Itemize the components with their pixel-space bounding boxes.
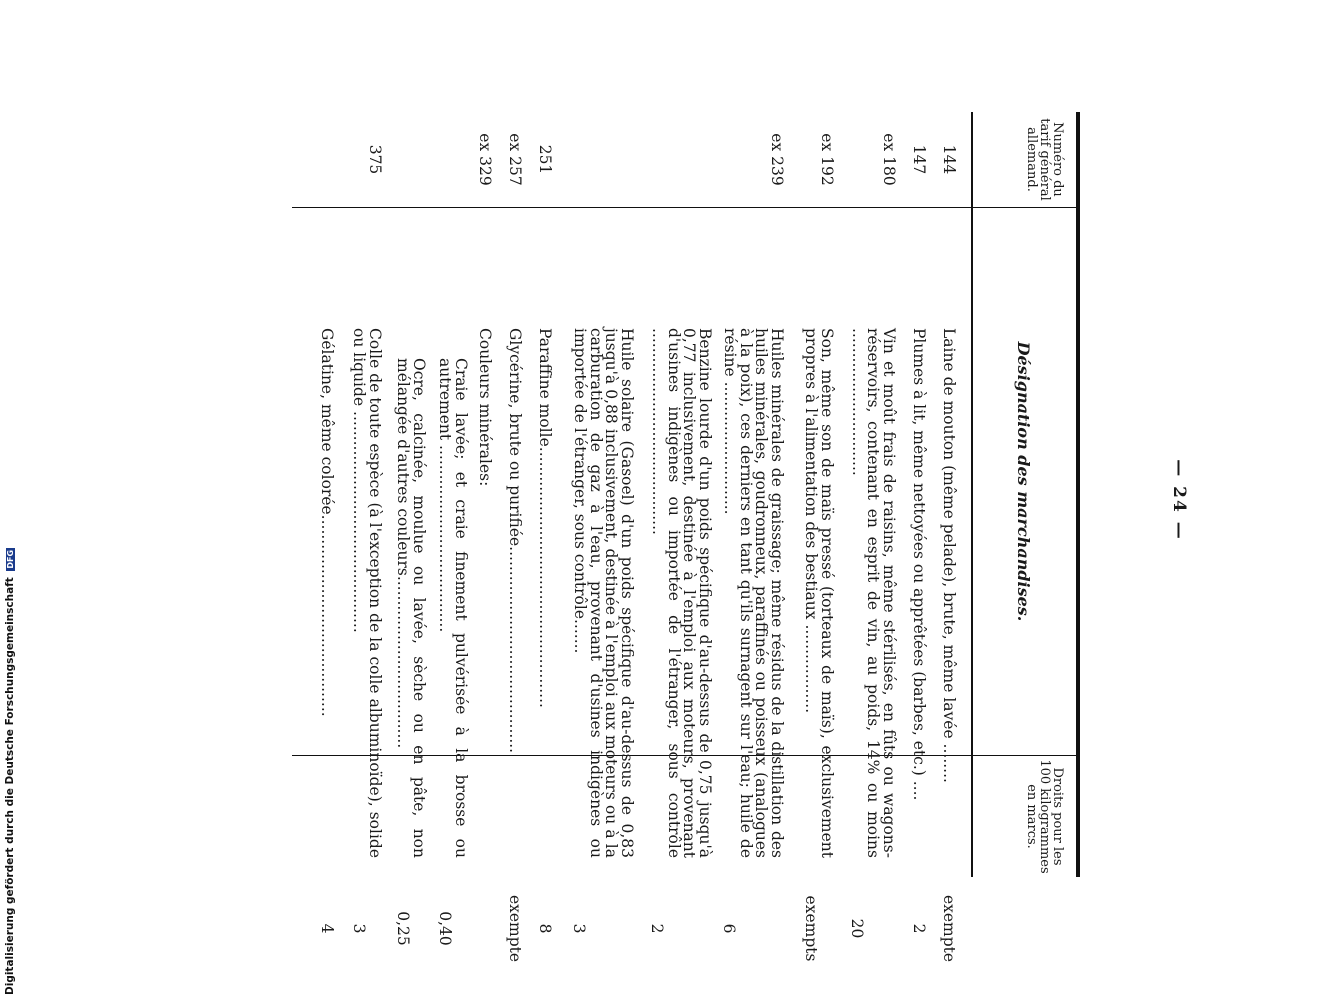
designation: Benzine lourde d'un poids spécifique d'au-dessus de 0,75 jusqu'à 0,77 inclusivement, destinée à l'emploi aux moteurs, provenant d'usines indigènes ou importée de l'étranger, sous contrôle ..........................................	[649, 328, 714, 858]
designation: Plumes à lit, même nettoyées ou apprêtées (barbes, etc.) ....	[910, 328, 928, 801]
designation: Laine de mouton (même pelade), brute, même lavée ........	[940, 328, 958, 783]
designation: Vin et moût frais de raisins, même stérilisés, en fûts ou wagons-réservoirs, contenant en esprit de vin, au poids, 14% ou moins ..............................	[849, 328, 898, 858]
column-header-duty: Droits pour les 100 kilogrammes en marcs.	[1024, 759, 1065, 874]
tariff-number: ex 192	[818, 133, 836, 186]
duty-value: exempts	[802, 895, 820, 962]
table-header-rule	[971, 112, 973, 877]
duty-value: 2	[648, 923, 666, 934]
designation: Colle de toute espèce (à l'exception de la colle albuminoïde), solide ou liquide .............................................	[350, 328, 384, 858]
duty-value: 8	[536, 923, 554, 934]
table-top-rule	[1076, 112, 1080, 877]
designation: Ocre, calcinée, moulue ou lavée, sèche ou en pâte, non mélangée d'autres couleurs...................................	[394, 358, 428, 858]
duty-value: 4	[318, 923, 336, 934]
column-header-designation: Désignation des marchandises.	[1014, 341, 1033, 622]
designation: Son, même son de maïs pressé (torteaux de maïs), exclusivement propres à l'alimentation des bestiaux ..................	[802, 328, 836, 858]
duty-value: exempte	[940, 894, 958, 963]
tariff-number: ex 257	[506, 133, 524, 186]
duty-value: 20	[848, 918, 866, 939]
duty-value: 3	[350, 923, 368, 934]
designation: Huile solaire (Gasoel) d'un poids spécifique d'au-dessus de 0,83 jusqu'à 0,88 inclusivement, destinée à l'emploi aux moteurs ou à la carburation de gaz à l'eau, provenant d'usines indigènes ou importée de l'étranger, sous contrôle.......	[571, 328, 636, 858]
column-divider	[292, 207, 1077, 208]
dfg-logo: DFG	[6, 549, 15, 569]
tariff-number: ex 239	[768, 133, 786, 186]
designation: Huiles minérales de graissage; même résidus de la distillation des huiles minérales, goudronneux, paraffinés ou poisseux (analogues à la poix), ces derniers en tant qu'ils surnagent sur l'eau; huile de résine ...........................	[721, 328, 786, 858]
duty-value: 0,40	[436, 911, 454, 946]
funding-notice	[4, 549, 24, 995]
duty-value: 0,25	[394, 911, 412, 946]
tariff-number: ex 180	[880, 133, 898, 186]
designation: Craie lavée; et craie finement pulvérisée à la brosse ou autrement ......................................	[436, 358, 470, 858]
page-number: — 24 —	[1169, 459, 1189, 541]
designation: Gélatine, même colorée.........................................	[318, 328, 336, 717]
tariff-number: 375	[366, 144, 384, 175]
tariff-number: ex 329	[476, 133, 494, 186]
funding-text: Digitalisierung gefördert durch die Deutsche Forschungsgemeinschaft	[4, 577, 16, 995]
designation: Paraffine molle.....................................................	[536, 328, 554, 708]
tariff-number: 147	[910, 144, 928, 175]
designation: Glycérine, brute ou purifiée..........................................	[506, 328, 524, 754]
designation: Couleurs minérales:	[476, 328, 494, 487]
tariff-number: 251	[536, 144, 554, 175]
duty-value: 6	[720, 923, 738, 934]
duty-value: 2	[910, 923, 928, 934]
tariff-number: 144	[940, 144, 958, 175]
duty-value: exempte	[506, 894, 524, 963]
duty-value: 3	[570, 923, 588, 934]
column-header-tariff: Numéro du tarif général allemand.	[1024, 118, 1065, 201]
